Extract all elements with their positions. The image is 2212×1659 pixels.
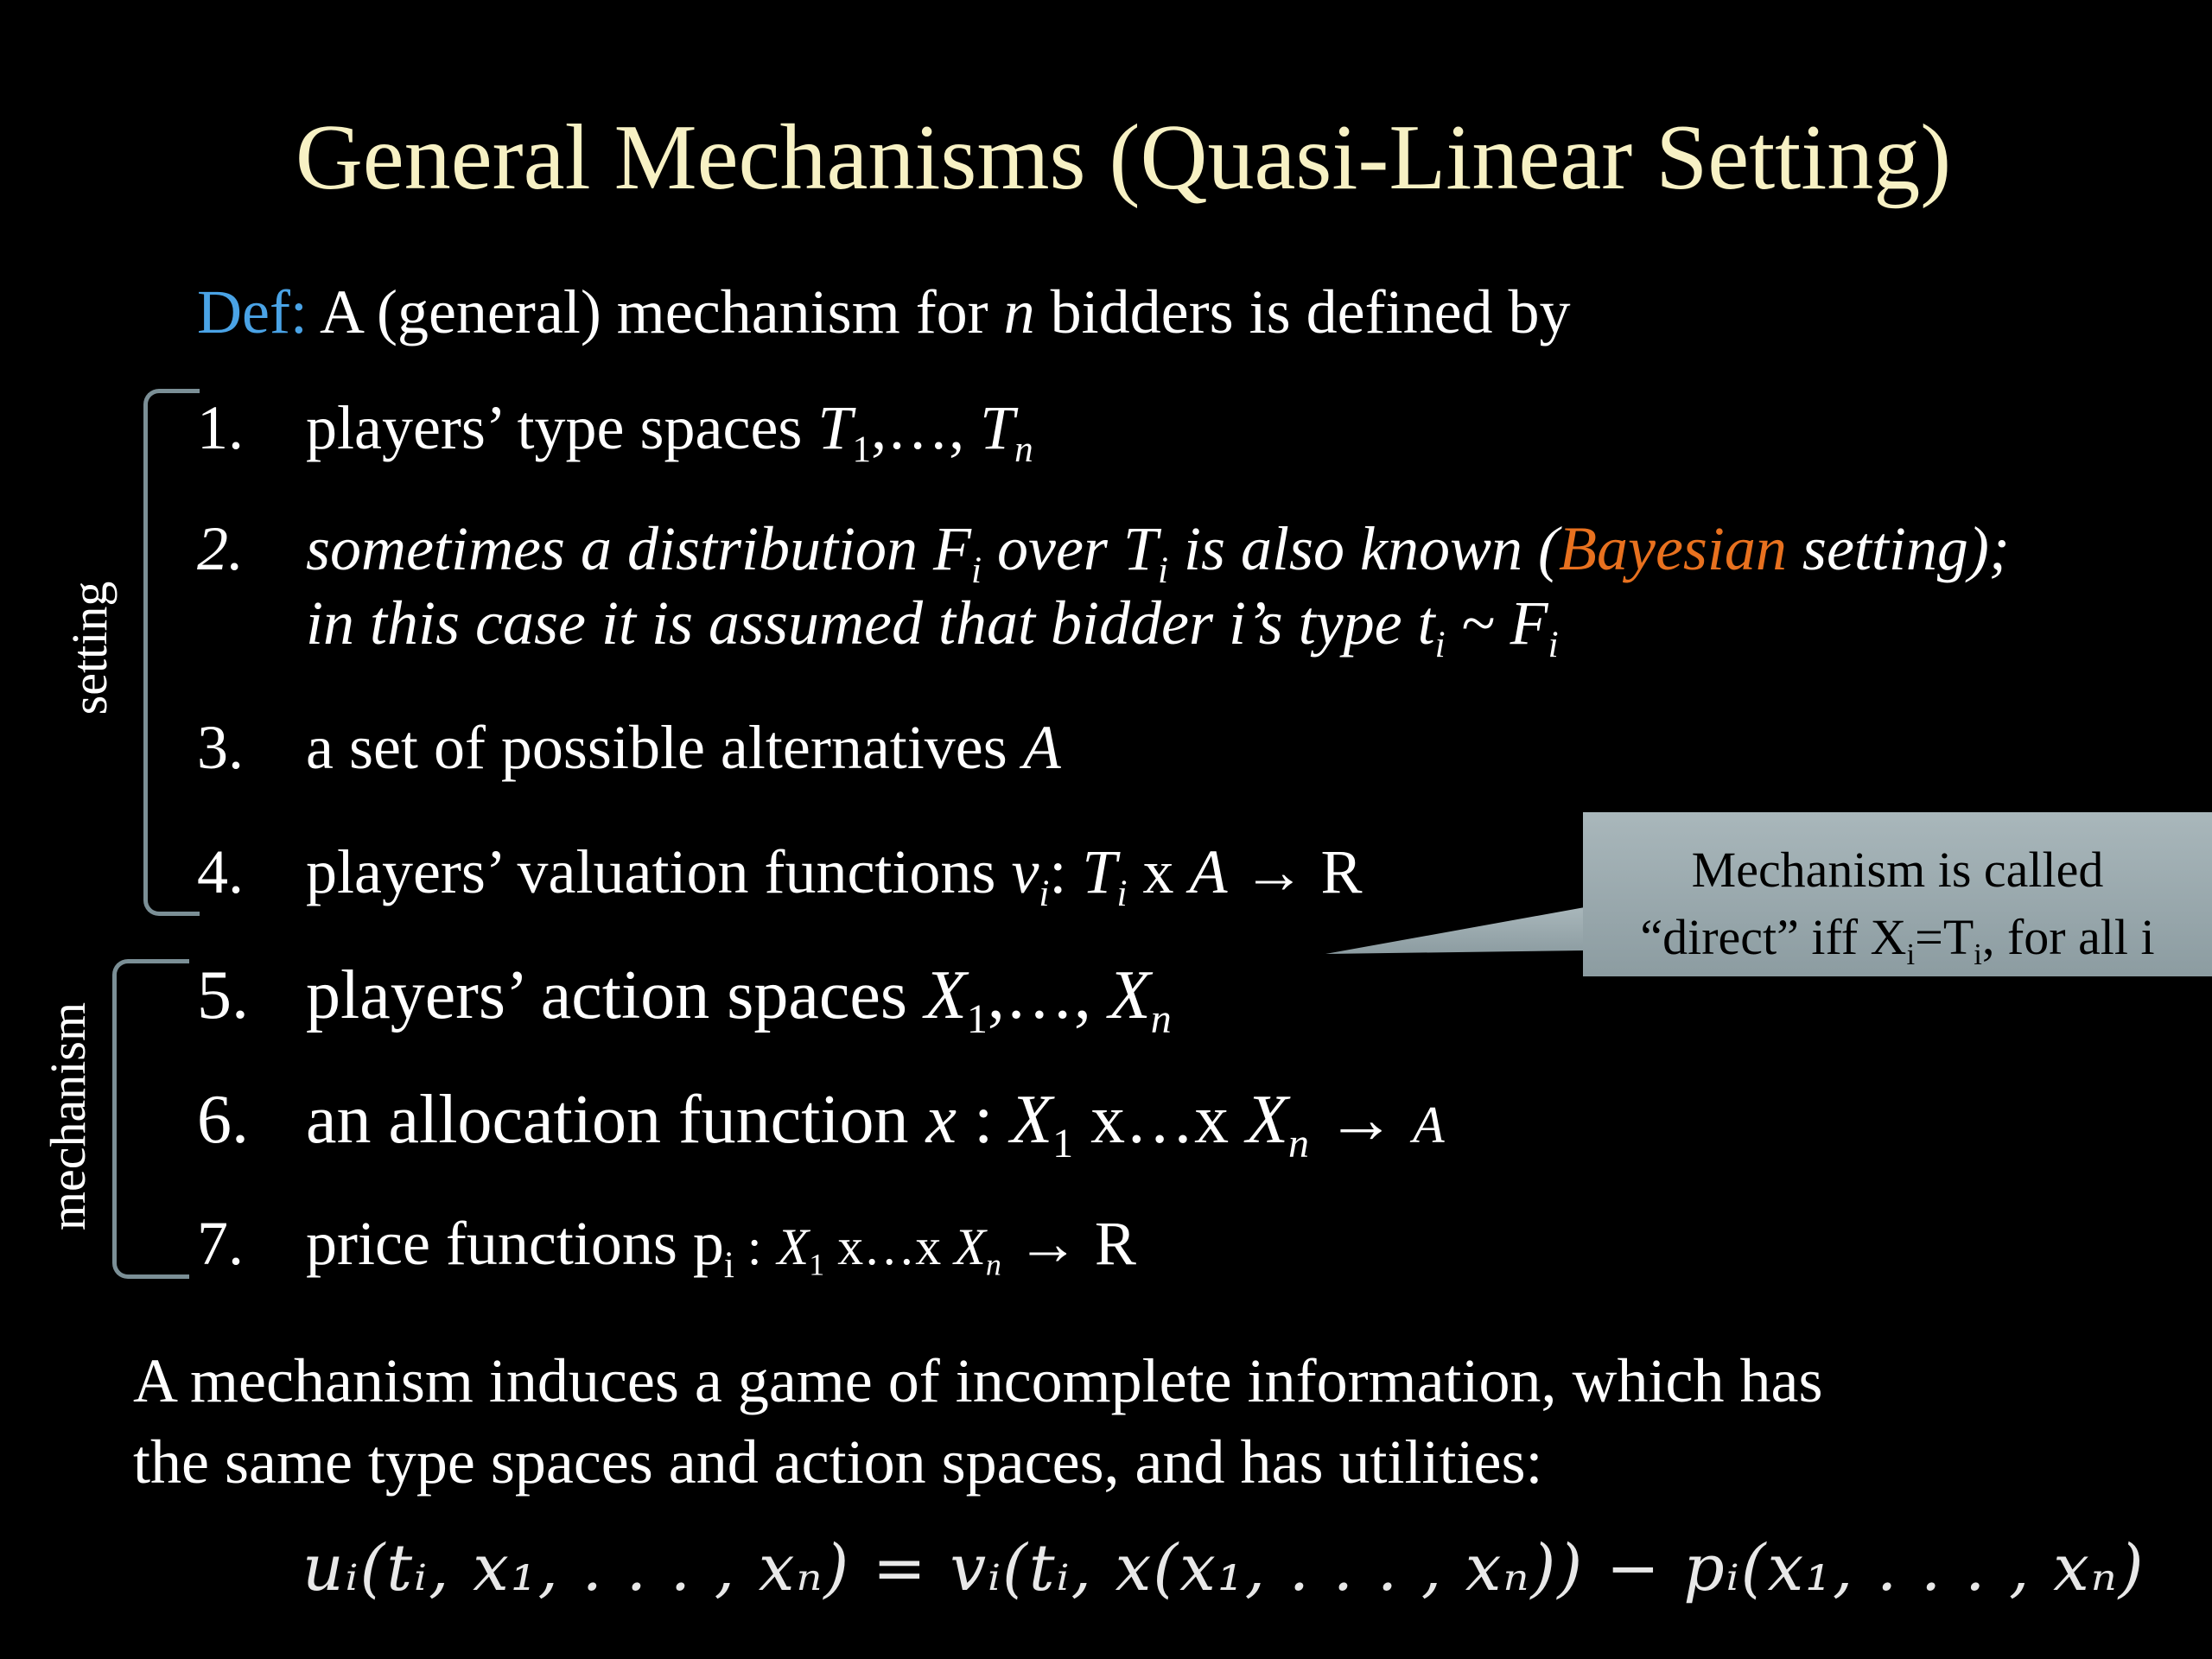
subscript: i [1434, 625, 1446, 666]
callout-text: , for all i [1981, 909, 2155, 966]
subscript: 1 [1052, 1120, 1074, 1166]
item-action-spaces [197, 954, 1172, 1042]
item-text: ~ F [1445, 588, 1548, 658]
definition-text-before: A (general) mechanism for [319, 277, 988, 346]
item-text: sometimes a distribution F [306, 514, 971, 583]
math-T: T [1082, 837, 1117, 906]
subscript: i [1974, 938, 1982, 972]
definition-label: Def: [197, 277, 308, 346]
item-number: 7. [197, 1209, 244, 1278]
item-text: an allocation function [306, 1082, 909, 1158]
item-number: 6. [197, 1082, 249, 1158]
math-T: T [817, 393, 853, 462]
math-X: X [954, 1218, 986, 1275]
mechanism-brace [112, 959, 189, 1279]
subscript: i [971, 550, 982, 592]
colon: : [957, 1082, 994, 1158]
mechanism-label: mechanism [40, 1001, 96, 1231]
colon: : [734, 1218, 762, 1275]
math-v: v [1011, 837, 1039, 906]
cross-product: x…x [1073, 1082, 1247, 1158]
paragraph-line-2: the same type spaces and action spaces, and has utilities: [133, 1427, 1543, 1497]
item-text: in this case it is assumed that bidder i’s type t [306, 588, 1435, 658]
item-valuation [197, 835, 1363, 915]
direct-mechanism-callout [1583, 812, 2212, 976]
subscript: i [1548, 625, 1559, 666]
item-number: 3. [197, 713, 244, 782]
colon: : [1049, 837, 1067, 906]
item-distribution [197, 512, 2010, 666]
item-number: 4. [197, 837, 244, 906]
subscript: i [1157, 550, 1168, 592]
item-text: setting); [1786, 514, 2010, 583]
arrow-to-R: → R [1243, 837, 1363, 906]
subscript: 1 [809, 1247, 825, 1282]
subscript: n [985, 1247, 1001, 1282]
bayesian-term: Bayesian [1559, 514, 1787, 583]
subscript: 1 [966, 995, 988, 1042]
item-text: players’ action spaces [306, 957, 907, 1033]
math-A: A [1022, 713, 1061, 782]
arrow: → [1326, 1082, 1396, 1158]
math-x: x [925, 1082, 957, 1158]
arrow-to-R: → R [1016, 1209, 1136, 1278]
item-text: price functions p [306, 1209, 724, 1278]
item-number: 2. [197, 514, 244, 583]
item-allocation [197, 1078, 1445, 1166]
induced-game-paragraph [133, 1341, 1822, 1503]
math-X: X [924, 957, 967, 1033]
slide-title: General Mechanisms (Quasi-Linear Setting) [295, 106, 1952, 209]
item-text: is also known ( [1167, 514, 1559, 583]
math-X: X [777, 1218, 810, 1275]
subscript: i [723, 1245, 734, 1287]
cross-product: x…x [824, 1218, 955, 1275]
item-continuation [197, 586, 2010, 666]
definition-line [197, 275, 1571, 349]
callout-text: “direct” iff X [1640, 909, 1907, 966]
ellipsis: ,…, [871, 393, 965, 462]
math-A: A [1413, 1096, 1445, 1154]
math-X: X [1010, 1082, 1053, 1158]
math-X: X [1246, 1082, 1289, 1158]
setting-brace [143, 389, 200, 916]
subscript: n [1288, 1120, 1310, 1166]
callout-line-2 [1583, 904, 2212, 971]
subscript: i [1906, 938, 1916, 972]
subscript: n [1150, 995, 1172, 1042]
cross: x [1142, 837, 1174, 906]
item-alternatives [197, 710, 1061, 785]
subscript: i [1039, 874, 1050, 915]
item-price-functions [197, 1206, 1136, 1287]
setting-label: setting [61, 581, 118, 715]
item-type-spaces [197, 391, 1033, 471]
math-A: A [1189, 837, 1228, 906]
item-text: a set of possible alternatives [306, 713, 1007, 782]
math-T: T [980, 393, 1015, 462]
utility-formula: uᵢ(tᵢ, x₁, . . . , xₙ) = vᵢ(tᵢ, x(x₁, . . . , xₙ)) − pᵢ(x₁, . . . , xₙ) [302, 1531, 2145, 1605]
subscript: i [1116, 874, 1128, 915]
math-X: X [1108, 957, 1151, 1033]
item-text: players’ valuation functions [306, 837, 996, 906]
subscript: n [1014, 429, 1033, 471]
definition-var: n [1003, 277, 1035, 346]
item-number: 5. [197, 957, 249, 1033]
item-number: 1. [197, 393, 244, 462]
paragraph-line-1: A mechanism induces a game of incomplete information, which has [133, 1346, 1823, 1415]
callout-text: =T [1915, 909, 1974, 966]
subscript: 1 [852, 429, 872, 471]
item-text: over T [982, 514, 1158, 583]
definition-text-after: bidders is defined by [1050, 277, 1571, 346]
ellipsis: ,…, [987, 957, 1091, 1033]
callout-line-1: Mechanism is called [1691, 842, 2104, 898]
item-text: players’ type spaces [306, 393, 803, 462]
